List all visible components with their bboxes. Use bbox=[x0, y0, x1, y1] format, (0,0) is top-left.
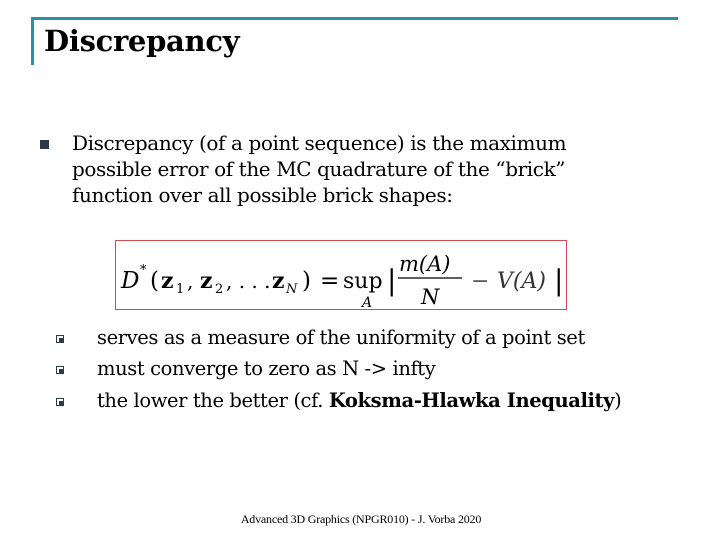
formula-bar-left: | bbox=[387, 264, 397, 297]
checkbox-bullet-icon bbox=[56, 366, 64, 374]
slide-footer bbox=[0, 512, 720, 527]
koksma-hlawka-emphasis: Koksma-Hlawka Inequality bbox=[328, 389, 615, 412]
formula-numerator: m(A) bbox=[399, 252, 451, 276]
discrepancy-formula bbox=[116, 241, 568, 311]
formula-sup: sup bbox=[343, 269, 383, 294]
formula-bar-right: | bbox=[554, 264, 564, 297]
formula-lhs-d: D bbox=[121, 268, 140, 294]
formula-sep1: , bbox=[187, 269, 194, 293]
discrepancy-formula-box bbox=[115, 240, 567, 310]
checkbox-bullet-icon bbox=[56, 335, 64, 343]
footer-text: Advanced 3D Graphics (NPGR010) - J. Vorba 2020 bbox=[240, 512, 482, 526]
formula-close-paren: ) bbox=[302, 268, 311, 294]
title-accent-rule-top bbox=[31, 17, 678, 20]
main-bullet-marker bbox=[40, 140, 49, 149]
formula-sep2: , . . . bbox=[226, 269, 271, 293]
list-item bbox=[56, 389, 656, 415]
formula-lhs-star: * bbox=[140, 263, 147, 278]
formula-open-paren: ( bbox=[150, 268, 159, 294]
formula-z2-sub: 2 bbox=[215, 282, 224, 297]
sub-bullet-text-after: ) bbox=[614, 389, 622, 412]
sub-bullet-text-before: the lower the better (cf. bbox=[97, 389, 329, 412]
formula-sup-sub: A bbox=[362, 295, 373, 311]
formula-z2: z bbox=[200, 268, 213, 294]
formula-zN-sub: N bbox=[286, 282, 298, 297]
list-item bbox=[56, 326, 656, 352]
formula-z1-sub: 1 bbox=[176, 282, 185, 297]
title-accent-rule-left bbox=[31, 17, 34, 65]
list-item bbox=[56, 357, 656, 383]
sub-bullet-text: serves as a measure of the uniformity of a point set bbox=[97, 326, 585, 349]
sub-bullet-text: must converge to zero as N -> infty bbox=[97, 357, 436, 380]
slide-title: Discrepancy bbox=[44, 24, 240, 58]
main-bullet-text: Discrepancy (of a point sequence) is the maximum possible error of the MC quadrature of the “brick” function over all possible brick shapes: bbox=[72, 131, 567, 207]
sub-bullet-text-with-emphasis bbox=[97, 389, 621, 412]
formula-z1: z bbox=[161, 268, 174, 294]
formula-equals: = bbox=[320, 268, 340, 294]
formula-minus: − bbox=[471, 269, 490, 294]
formula-volume: V(A) bbox=[497, 269, 546, 294]
formula-denominator: N bbox=[421, 285, 440, 309]
formula-zN: z bbox=[272, 268, 285, 294]
checkbox-bullet-icon bbox=[56, 398, 64, 406]
